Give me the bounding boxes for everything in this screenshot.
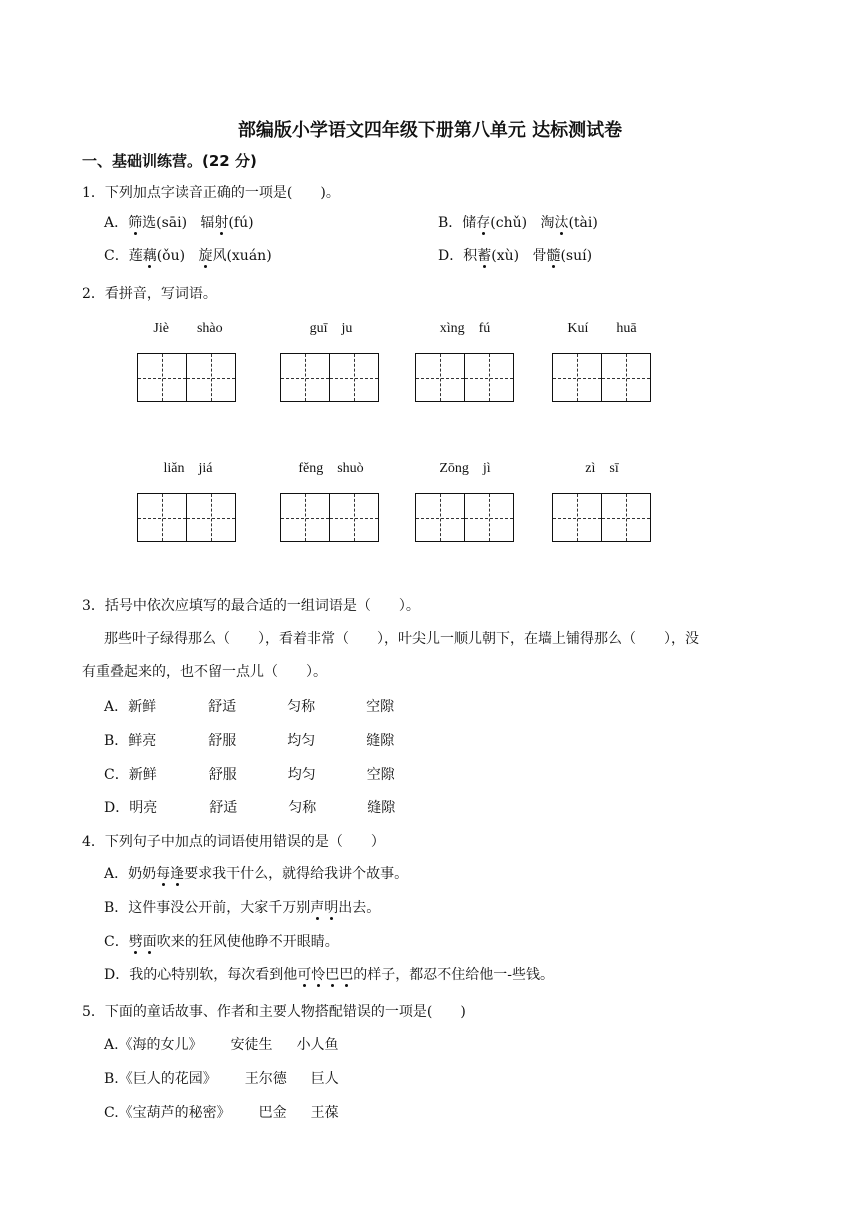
sentence-text: C．: [104, 934, 129, 950]
character-name: 小人鱼: [296, 1037, 339, 1053]
pinyin-prompt: liǎn jiá: [163, 461, 213, 476]
option-label: D．: [104, 800, 130, 816]
q3-passage-line-2: 有重叠起来的，也不留一点儿（ ）。: [82, 664, 327, 680]
writing-grid[interactable]: [415, 493, 514, 542]
q5-option-c[interactable]: [104, 1102, 339, 1122]
option-word: 明亮: [129, 800, 158, 816]
option-word: 舒适: [208, 699, 237, 715]
word-text: 莲: [128, 248, 143, 264]
sentence-text: 的样子，都忍不住给他一-些钱。: [353, 967, 554, 983]
dotted-char: 汰: [554, 215, 569, 231]
q5-option-a[interactable]: [104, 1034, 339, 1054]
pinyin-text: (xù): [491, 248, 520, 264]
dotted-char: 蓄: [477, 248, 492, 264]
author-name: 王尔德: [244, 1071, 287, 1087]
pinyin-prompt: fěng shuò: [298, 461, 364, 476]
dotted-char: 逢: [170, 866, 185, 882]
pinyin-text: (tài): [568, 215, 598, 231]
option-label: A．: [104, 699, 129, 715]
option-label: C.: [104, 1105, 119, 1121]
dotted-word: [310, 900, 338, 916]
q3-option-c[interactable]: [104, 764, 395, 784]
pinyin-text: (ǒu): [156, 248, 186, 264]
question-1-stem: 1．下列加点字读音正确的一项是( )。: [82, 185, 340, 201]
question-5-stem: 5．下面的童话故事、作者和主要人物搭配错误的一项是( ): [82, 1004, 466, 1020]
q4-option-d[interactable]: [104, 964, 554, 984]
sentence-text: D．我的心特别软，每次看到他: [104, 967, 298, 983]
dotted-char: 面: [142, 934, 157, 950]
option-word: 缝隙: [367, 800, 396, 816]
writing-grid[interactable]: [280, 353, 379, 402]
author-name: 安徒生: [230, 1037, 273, 1053]
dotted-char: 声: [310, 900, 325, 916]
word-text: 积: [463, 248, 478, 264]
option-word: 匀称: [287, 699, 316, 715]
question-4-stem: 4．下列句子中加点的词语使用错误的是（ ）: [82, 834, 385, 850]
character-name: 巨人: [310, 1071, 339, 1087]
book-title: 《宝葫芦的秘密》: [118, 1105, 231, 1121]
dotted-char: 明: [324, 900, 339, 916]
q5-option-b[interactable]: [104, 1068, 339, 1088]
word-text: 淘: [540, 215, 555, 231]
dotted-char: 旋: [198, 248, 213, 264]
option-word: 均匀: [287, 733, 316, 749]
dotted-char: 存: [476, 215, 491, 231]
dotted-char: 髓: [546, 248, 561, 264]
option-word: 新鲜: [128, 767, 157, 783]
dotted-char: 射: [214, 215, 229, 231]
option-word: 舒服: [208, 733, 237, 749]
pinyin-prompt: Jiè shào: [153, 321, 223, 336]
dotted-char: 巴: [339, 967, 354, 983]
sentence-text: B．这件事没公开前，大家千万别: [104, 900, 311, 916]
pinyin-text: (chǔ): [490, 215, 528, 231]
option-label: D．: [438, 248, 464, 264]
q3-option-b[interactable]: [104, 730, 394, 750]
q1-option-c[interactable]: [104, 245, 272, 265]
book-title: 《巨人的花园》: [118, 1071, 217, 1087]
option-word: 舒适: [209, 800, 238, 816]
option-word: 空隙: [366, 699, 395, 715]
q4-option-c[interactable]: [104, 931, 339, 951]
dotted-char: 筛: [128, 215, 143, 231]
sentence-text: 吹来的狂风使他睁不开眼睛。: [156, 934, 339, 950]
writing-grid[interactable]: [280, 493, 379, 542]
option-label: B.: [104, 1071, 119, 1087]
option-label: B．: [104, 733, 129, 749]
character-name: 王葆: [310, 1105, 339, 1121]
pinyin-text: (suí): [560, 248, 593, 264]
sentence-text: 要求我干什么，就得给我讲个故事。: [184, 866, 409, 882]
dotted-char: 可: [297, 967, 312, 983]
pinyin-prompt: Zōng jì: [439, 461, 491, 476]
option-label: B．: [438, 215, 463, 231]
option-word: 新鲜: [128, 699, 157, 715]
writing-grid[interactable]: [415, 353, 514, 402]
pinyin-prompt: Kuí huā: [567, 321, 637, 336]
sentence-text: A．奶奶: [104, 866, 157, 882]
dotted-char: 劈: [128, 934, 143, 950]
pinyin-text: 选(sāi): [142, 215, 188, 231]
option-word: 鲜亮: [128, 733, 157, 749]
pinyin-prompt: zì sī: [585, 461, 619, 476]
writing-grid[interactable]: [137, 493, 236, 542]
dotted-word: [129, 934, 157, 950]
option-word: 空隙: [366, 767, 395, 783]
q3-passage-line-1: 那些叶子绿得那么（ ），看着非常（ ），叶尖儿一顺儿朝下，在墙上铺得那么（ ），没: [104, 631, 699, 647]
section-heading: 一、基础训练营。(22 分): [82, 152, 257, 170]
question-2-stem: 2．看拼音，写词语。: [82, 286, 217, 302]
word-text: 储: [462, 215, 477, 231]
pinyin-text: 风(xuán): [212, 248, 272, 264]
word-text: 辐: [200, 215, 215, 231]
option-label: C．: [104, 767, 129, 783]
dotted-char: 藕: [142, 248, 157, 264]
writing-grid[interactable]: [137, 353, 236, 402]
writing-grid[interactable]: [552, 353, 651, 402]
dotted-char: 巴: [325, 967, 340, 983]
dotted-char: 怜: [311, 967, 326, 983]
word-text: 骨: [532, 248, 547, 264]
pinyin-prompt: xìng fú: [439, 321, 491, 336]
option-word: 舒服: [208, 767, 237, 783]
author-name: 巴金: [258, 1105, 287, 1121]
book-title: 《海的女儿》: [118, 1037, 203, 1053]
sentence-text: 出去。: [338, 900, 381, 916]
option-label: C．: [104, 248, 129, 264]
option-word: 均匀: [287, 767, 316, 783]
option-word: 缝隙: [366, 733, 395, 749]
q3-option-a[interactable]: [104, 696, 394, 716]
option-word: 匀称: [288, 800, 317, 816]
q4-option-b[interactable]: [104, 897, 380, 917]
q1-option-d[interactable]: [438, 245, 592, 265]
dotted-word: [297, 967, 353, 983]
option-label: A.: [104, 1037, 119, 1053]
q3-option-d[interactable]: [104, 797, 395, 817]
dotted-word: [156, 866, 184, 882]
option-label: A．: [104, 215, 129, 231]
q4-option-a[interactable]: [104, 863, 408, 883]
pinyin-prompt: guī ju: [309, 321, 353, 336]
q1-option-a[interactable]: [104, 212, 254, 232]
writing-grid[interactable]: [552, 493, 651, 542]
q1-option-b[interactable]: [438, 212, 598, 232]
pinyin-text: (fú): [228, 215, 254, 231]
dotted-char: 每: [156, 866, 171, 882]
question-3-stem: 3．括号中依次应填写的最合适的一组词语是（ ）。: [82, 598, 420, 614]
page-title: 部编版小学语文四年级下册第八单元 达标测试卷: [237, 120, 623, 141]
